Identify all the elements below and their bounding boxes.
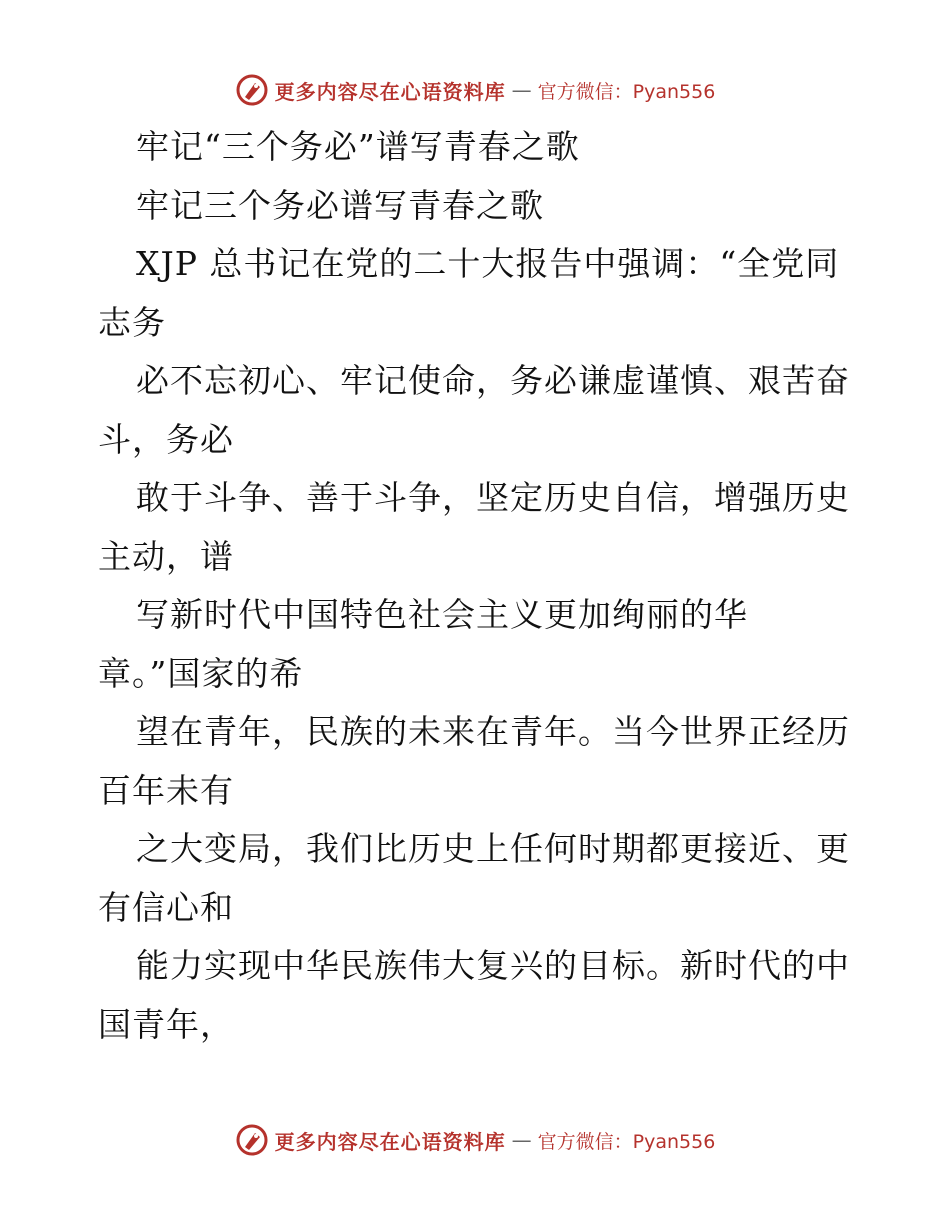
document-line: 牢记三个务必谱写青春之歌 <box>136 185 544 225</box>
document-line: XJP 总书记在党的二十大报告中强调：“全党同 <box>136 244 840 283</box>
document-line: 牢记“三个务必”谱写青春之歌 <box>136 127 580 166</box>
document-line: 必不忘初心、牢记使命，务必谦虚谨慎、艰苦奋 <box>136 361 850 400</box>
document-line: 之大变局，我们比历史上任何时期都更接近、更 <box>136 829 850 868</box>
document-line: 斗，务必 <box>98 419 234 459</box>
document-line: 志务 <box>98 302 166 342</box>
document-line: 能力实现中华民族伟大复兴的目标。新时代的中 <box>136 946 850 985</box>
document-line: 有信心和 <box>98 887 234 927</box>
document-line: 敢于斗争、善于斗争，坚定历史自信，增强历史 <box>136 478 850 517</box>
watermark-text: 更多内容尽在心语资料库 <box>274 79 506 104</box>
watermark-contact: 官方微信：Pyan556 <box>537 1130 716 1153</box>
header-watermark <box>0 70 950 110</box>
document-line: 国青年， <box>98 1004 234 1044</box>
document-line: 章。”国家的希 <box>98 653 304 693</box>
watermark-text: 更多内容尽在心语资料库 <box>274 1129 506 1154</box>
document-line: 主动，谱 <box>98 536 234 576</box>
pen-nib-circle-icon <box>235 1123 269 1157</box>
watermark-separator: — <box>511 1128 532 1152</box>
document-line: 写新时代中国特色社会主义更加绚丽的华 <box>136 595 748 634</box>
footer-watermark <box>0 1120 950 1160</box>
pen-nib-circle-icon <box>235 73 269 107</box>
document-line: 望在青年，民族的未来在青年。当今世界正经历 <box>136 712 850 751</box>
document-body <box>98 118 858 1054</box>
watermark-contact: 官方微信：Pyan556 <box>537 80 716 103</box>
document-line: 百年未有 <box>98 770 234 810</box>
watermark-separator: — <box>511 78 532 102</box>
